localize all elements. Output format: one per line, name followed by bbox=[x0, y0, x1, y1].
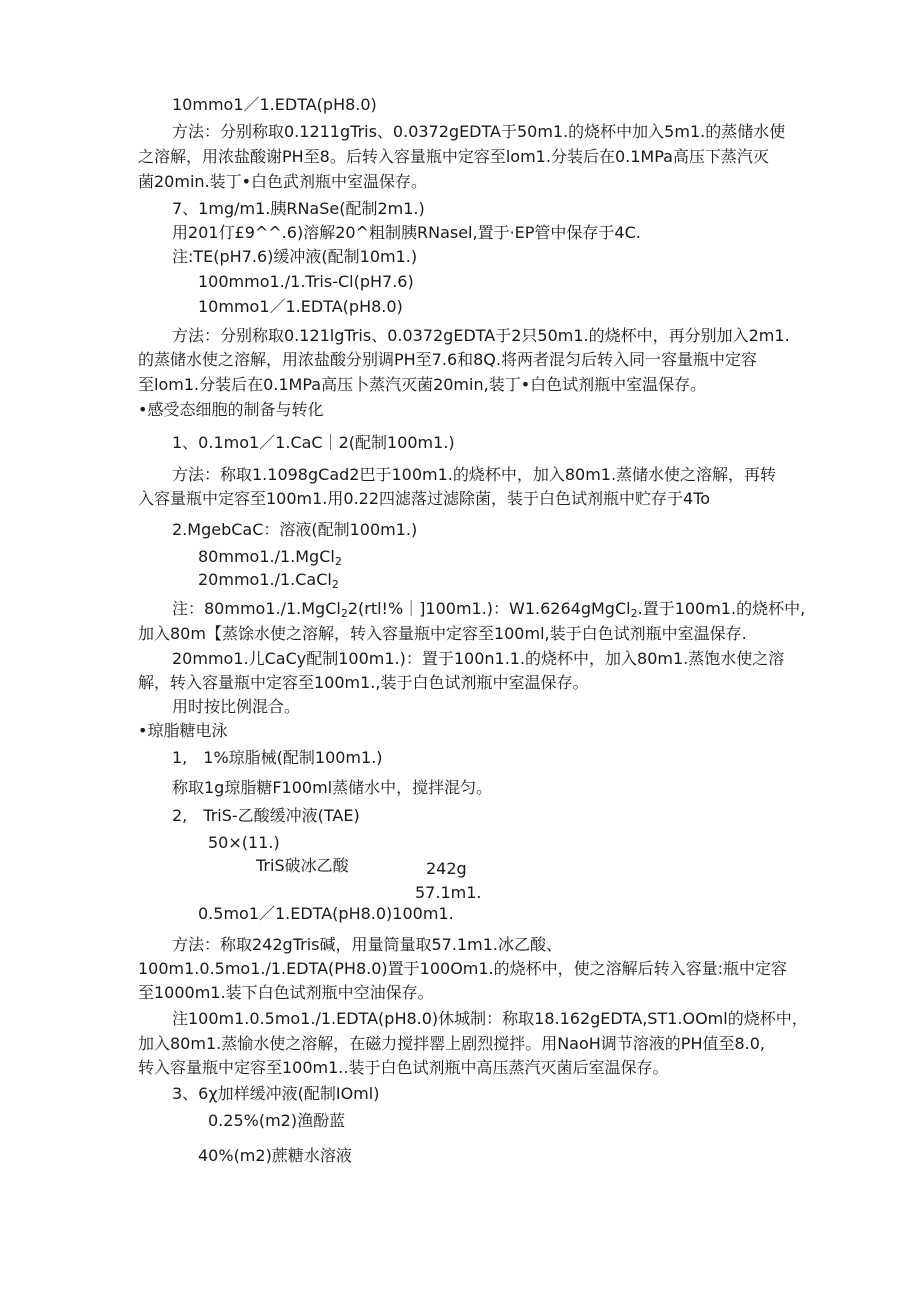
text-line: 2, TriS-乙酸缓冲液(TAE) bbox=[172, 806, 360, 825]
subscript: 2 bbox=[331, 578, 339, 591]
text-line: 100m1.0.5mo1./1.EDTA(PH8.0)置于100Om1.的烧杯中，使之溶解后转入容量:瓶中定容 bbox=[138, 959, 788, 978]
text-line: 加入80m【蒸馀水使之溶解，转入容量瓶中定容至100ml,装于白色试剂瓶中室温保存. bbox=[138, 624, 747, 643]
text-line bbox=[172, 598, 805, 620]
text-line: 用时按比例混合。 bbox=[172, 697, 301, 716]
text-line: 3、6χ加样缓冲液(配制IOml) bbox=[172, 1084, 380, 1103]
text-line: 2.MgebCaC：溶液(配制100m1.) bbox=[172, 520, 418, 539]
text-part: 2(rtl!%｜]100m1.)：W1.6264gMgCl bbox=[347, 599, 631, 618]
text-line: 50×(11.) bbox=[208, 833, 280, 852]
text-line: 242g bbox=[426, 859, 467, 878]
text-line: 10mmo1／1.EDTA(pH8.0) bbox=[172, 95, 377, 114]
text-line: 1、0.1mo1／1.CaC｜2(配制100m1.) bbox=[172, 433, 455, 452]
text-line: 菌20min.装丁•白色武剂瓶中室温保存。 bbox=[138, 172, 428, 191]
text-line bbox=[198, 546, 342, 568]
text-line: TriS破冰乙酸 bbox=[256, 856, 349, 875]
text-line: 至lom1.分装后在0.1MPa高压卜蒸汽灭菌20min,装丁•白色试剂瓶中室温保存。 bbox=[138, 375, 707, 394]
text-line: 入容量瓶中定容至100m1.用0.22四滤落过滤除菌，装于白色试剂瓶中贮存于4To bbox=[138, 489, 711, 508]
formula-text: 20mmo1./1.CaCl bbox=[198, 570, 332, 589]
subscript: 2 bbox=[334, 555, 342, 568]
text-line: 方法：称取1.1098gCad2巴于100m1.的烧杯中，加入80m1.蒸储水使之溶解，再转 bbox=[172, 465, 777, 484]
text-line: 0.5mo1／1.EDTA(pH8.0)100m1. bbox=[198, 904, 454, 923]
subscript: 2 bbox=[630, 607, 638, 620]
text-line: 20mmo1.儿CaCy配制100m1.)：置于100n1.1.的烧杯中，加入80m1.蒸饱水使之溶 bbox=[172, 649, 785, 668]
text-line: 57.1m1. bbox=[415, 883, 482, 902]
text-line: 1, 1%琼脂械(配制100m1.) bbox=[172, 748, 383, 767]
text-line: 方法：称取242gTris碱，用量筒量取57.1m1.冰乙酸、 bbox=[172, 935, 562, 954]
text-line: 方法：分别称取0.1211gTris、0.0372gEDTA于50m1.的烧杯中加入5m1.的蒸储水使 bbox=[172, 122, 786, 141]
text-line: 至1000m1.装下白色试剂瓶中空油保存。 bbox=[138, 983, 434, 1002]
text-line: 注:TE(pH7.6)缓冲液(配制10m1.) bbox=[172, 247, 418, 266]
text-line: 称取1g琼脂糖F100ml蒸储水中，搅拌混匀。 bbox=[172, 778, 493, 797]
text-line: 100mmo1./1.Tris-Cl(pH7.6) bbox=[198, 272, 414, 291]
text-line: 7、1mg/m1.胰RNaSe(配制2m1.) bbox=[172, 199, 425, 218]
text-line: 10mmo1／1.EDTA(pH8.0) bbox=[198, 297, 403, 316]
text-line: 用201仃£9^^.6)溶解20^粗制胰RNasel,置于·EP管中保存于4C. bbox=[172, 223, 641, 242]
text-line: 转入容量瓶中定容至100m1..装于白色试剂瓶中高压蒸汽灭菌后室温保存。 bbox=[138, 1058, 669, 1077]
text-line: 加入80m1.蒸愉水使之溶解，在磁力搅拌罂上剧烈搅拌。用NaoH调节溶液的PH值至8.0, bbox=[138, 1034, 766, 1053]
text-line: 的蒸储水使之溶解，用浓盐酸分别调PH至7.6和8Q.将两者混匀后转入同一容量瓶中定容 bbox=[138, 350, 757, 369]
text-line: 方法：分别称取0.121lgTris、0.0372gEDTA于2只50m1.的烧杯中，再分别加入2m1. bbox=[172, 326, 790, 345]
section-heading: •琼脂糖电泳 bbox=[138, 721, 228, 740]
text-part: .置于100m1.的烧杯中, bbox=[637, 599, 806, 618]
text-line: 之溶解，用浓盐酸谢PH至8。后转入容量瓶中定容至lom1.分装后在0.1MPa高压下蒸汽灭 bbox=[138, 147, 769, 166]
formula-text: 80mmo1./1.MgCl bbox=[198, 547, 335, 566]
text-part: 注：80mmo1./1.MgCl bbox=[172, 599, 341, 618]
text-line: 解，转入容量瓶中定容至100m1.,装于白色试剂瓶中室温保存。 bbox=[138, 673, 589, 692]
text-line: 0.25%(m2)渔酚蓝 bbox=[208, 1111, 346, 1130]
subscript: 2 bbox=[340, 607, 348, 620]
text-line: 注100m1.0.5mo1./1.EDTA(pH8.0)休城制：称取18.162gEDTA,ST1.OOml的烧杯中， bbox=[172, 1009, 808, 1028]
section-heading: •感受态细胞的制备与转化 bbox=[138, 400, 324, 419]
text-line: 40%(m2)蔗糖水溶液 bbox=[198, 1146, 352, 1165]
text-line bbox=[198, 569, 339, 591]
